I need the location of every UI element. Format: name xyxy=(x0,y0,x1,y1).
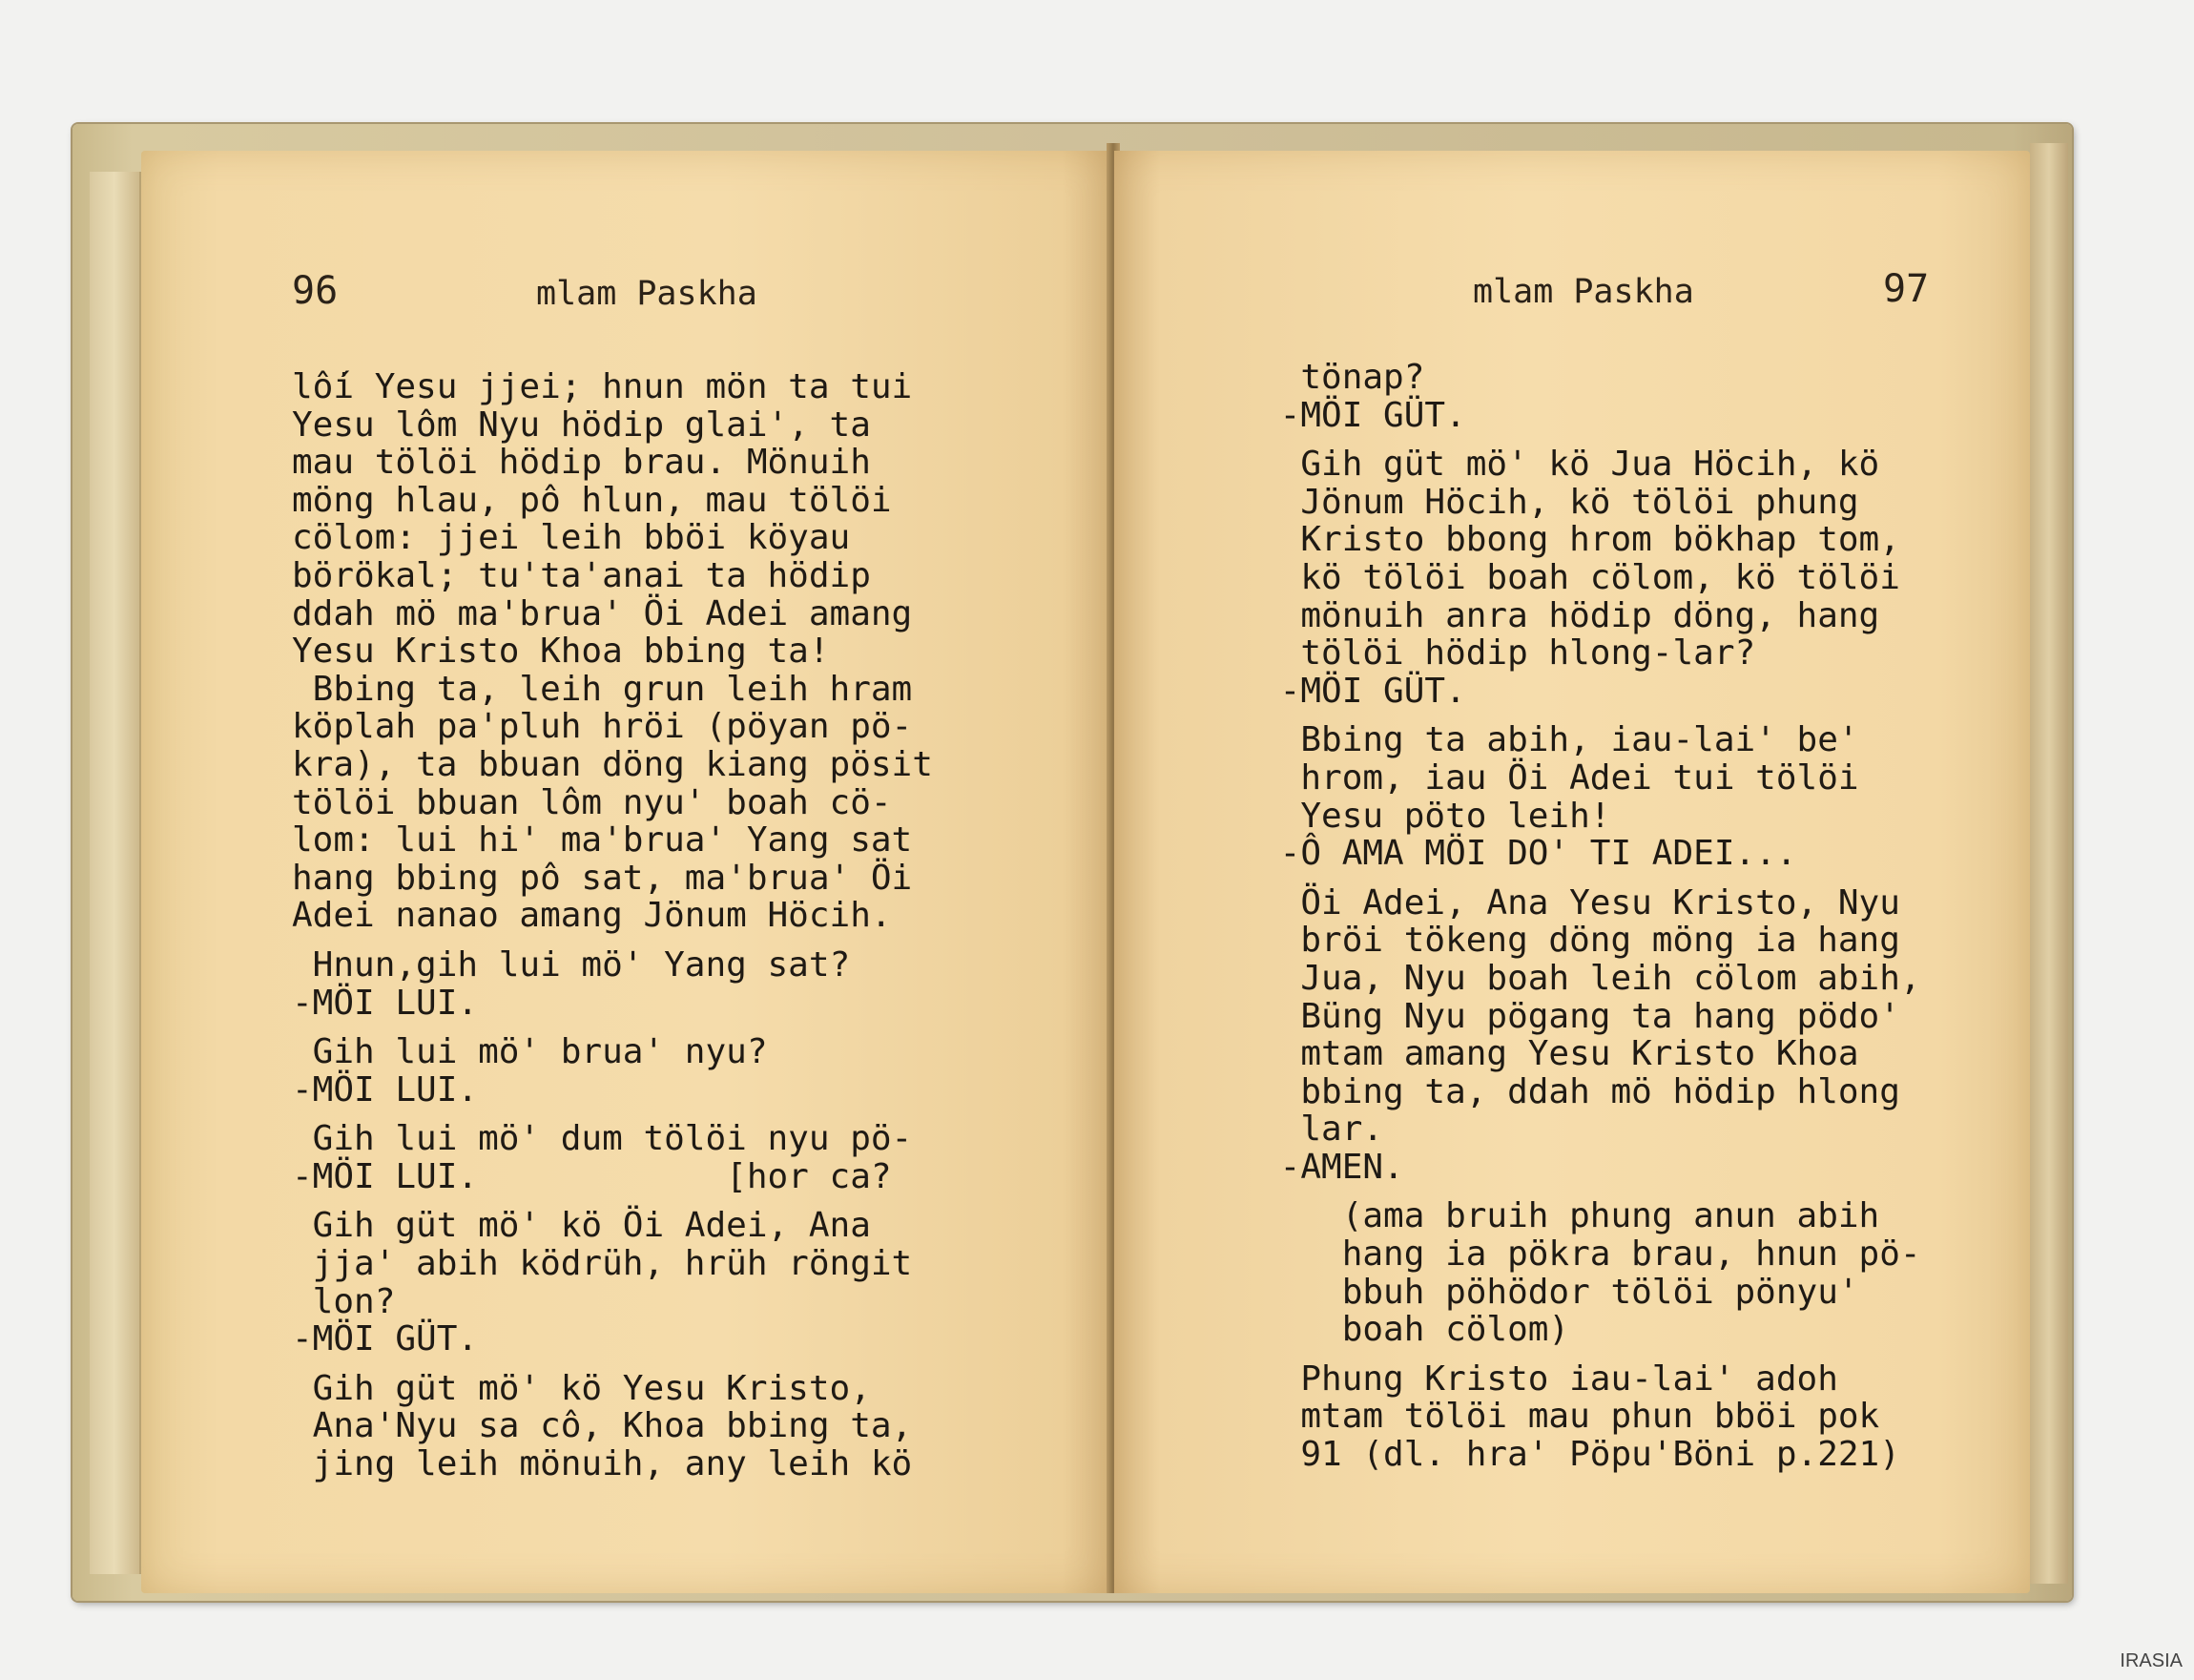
left-page-edges xyxy=(90,172,141,1574)
right-text-line: Jua, Nyu boah leih cölom abih, xyxy=(1259,958,1921,998)
right-text-line: Bbing ta abih, iau-lai' be' xyxy=(1259,720,1859,760)
left-text-line: jja' abih ködrüh, hrüh röngit xyxy=(292,1244,913,1284)
left-text-line: lối Yesu jjei; hnun mön ta tui xyxy=(292,367,913,406)
watermark: IRASIA xyxy=(2120,1650,2183,1671)
right-text-line: Yesu pöto leih! xyxy=(1259,796,1611,836)
right-text-line: kö tölöi boah cölom, kö tölöi xyxy=(1259,557,1900,597)
left-text-line: Bbing ta, leih grun leih hram xyxy=(292,669,913,709)
right-text-line: Kristo bbong hrom bökhap tom, xyxy=(1259,520,1900,560)
left-text-line: Gih lui mö' brua' nyu? xyxy=(292,1032,768,1072)
right-text-line: hrom, iau Öi Adei tui tölöi xyxy=(1259,757,1859,798)
right-text-line: mtam amang Yesu Kristo Khoa xyxy=(1259,1034,1859,1074)
left-text-line: cölom: jjei leih bböi köyau xyxy=(292,518,851,558)
right-page-text xyxy=(1259,359,1921,1474)
right-text-line: Jönum Höcih, kö tölöi phung xyxy=(1259,482,1859,522)
right-text-line: -AMEN. xyxy=(1259,1147,1404,1187)
right-spacer xyxy=(1259,873,1921,884)
right-text-line: (ama bruih phung anun abih xyxy=(1259,1196,1880,1236)
left-text-line: Yesu lôm Nyu hödip glai', ta xyxy=(292,404,871,445)
left-text-line: Ana'Nyu sa cô, Khoa bbing ta, xyxy=(292,1406,913,1446)
left-text-line: -MÖI LUI. xyxy=(292,983,479,1023)
left-text-line: lom: lui hi' ma'brua' Yang sat xyxy=(292,820,913,861)
left-text-line: -MÖI LUI. xyxy=(292,1069,479,1110)
right-text-line: hang ia pökra brau, hnun pö- xyxy=(1259,1234,1921,1275)
left-text-line: Adei nanao amang Jönum Höcih. xyxy=(292,896,892,936)
right-text-line: boah cölom) xyxy=(1259,1310,1570,1350)
right-text-line: bröi tökeng döng möng ia hang xyxy=(1259,921,1900,961)
left-text-line: Yesu Kristo Khoa bbing ta! xyxy=(292,632,830,672)
left-text-line: köplah pa'pluh hröi (pöyan pö- xyxy=(292,707,913,747)
right-text-line: -Ô AMA MÖI DO' TI ADEI... xyxy=(1259,834,1797,874)
running-header-right: mlam Paskha xyxy=(1473,273,1694,311)
right-text-line: mönuih anra hödip döng, hang xyxy=(1259,595,1880,635)
left-text-line: mau tölöi hödip brau. Mönuih xyxy=(292,443,871,483)
left-text-line: börökal; tu'ta'anai ta hödip xyxy=(292,555,871,595)
right-page xyxy=(1114,151,2030,1593)
right-text-line: 91 (dl. hra' Pöpu'Böni p.221) xyxy=(1259,1435,1900,1475)
right-text-line: Gih güt mö' kö Jua Höcih, kö xyxy=(1259,445,1880,485)
right-text-line: -MÖI GÜT. xyxy=(1259,395,1466,435)
right-text-line: Büng Nyu pögang ta hang pödo' xyxy=(1259,996,1900,1036)
right-text-line: Phung Kristo iau-lai' adoh xyxy=(1259,1359,1838,1399)
left-text-line: Gih lui mö' dum tölöi nyu pö- xyxy=(292,1119,913,1159)
page-number-left: 96 xyxy=(292,269,339,313)
page-number-right: 97 xyxy=(1883,267,1930,311)
left-text-line: kra), ta bbuan döng kiang pösit xyxy=(292,744,933,784)
left-text-line: lon? xyxy=(292,1281,396,1321)
left-text-line: hang bbing pô sat, ma'brua' Öi xyxy=(292,858,913,898)
left-text-line: möng hlau, pô hlun, mau tölöi xyxy=(292,480,892,520)
right-text-line: bbing ta, ddah mö hödip hlong xyxy=(1259,1071,1900,1111)
right-text-line: lar. xyxy=(1259,1110,1384,1150)
right-text-line: bbuh pöhödor tölöi pönyu' xyxy=(1259,1272,1859,1312)
left-text-line: ddah mö ma'brua' Öi Adei amang xyxy=(292,593,913,633)
right-text-line: mtam tölöi mau phun bböi pok xyxy=(1259,1397,1880,1437)
right-text-line: Öi Adei, Ana Yesu Kristo, Nyu xyxy=(1259,882,1900,923)
running-header-left: mlam Paskha xyxy=(536,275,757,313)
left-text-line: Hnun,gih lui mö' Yang sat? xyxy=(292,944,851,985)
left-page-text xyxy=(292,368,933,1483)
left-text-line: -MÖI GÜT. xyxy=(292,1319,479,1359)
right-text-line: tönap? xyxy=(1259,358,1425,397)
right-page-edges xyxy=(2030,143,2068,1584)
left-text-line: Gih güt mö' kö Öi Adei, Ana xyxy=(292,1206,871,1246)
left-text-line: jing leih mönuih, any leih kö xyxy=(292,1444,913,1484)
left-text-line: tölöi bbuan lôm nyu' boah cö- xyxy=(292,782,892,822)
right-text-line: -MÖI GÜT. xyxy=(1259,671,1466,711)
left-text-line: -MÖI LUI. [hor ca? xyxy=(292,1156,892,1196)
left-page xyxy=(141,151,1110,1593)
right-text-line: tölöi hödip hlong-lar? xyxy=(1259,633,1756,674)
left-text-line: Gih güt mö' kö Yesu Kristo, xyxy=(292,1368,871,1408)
